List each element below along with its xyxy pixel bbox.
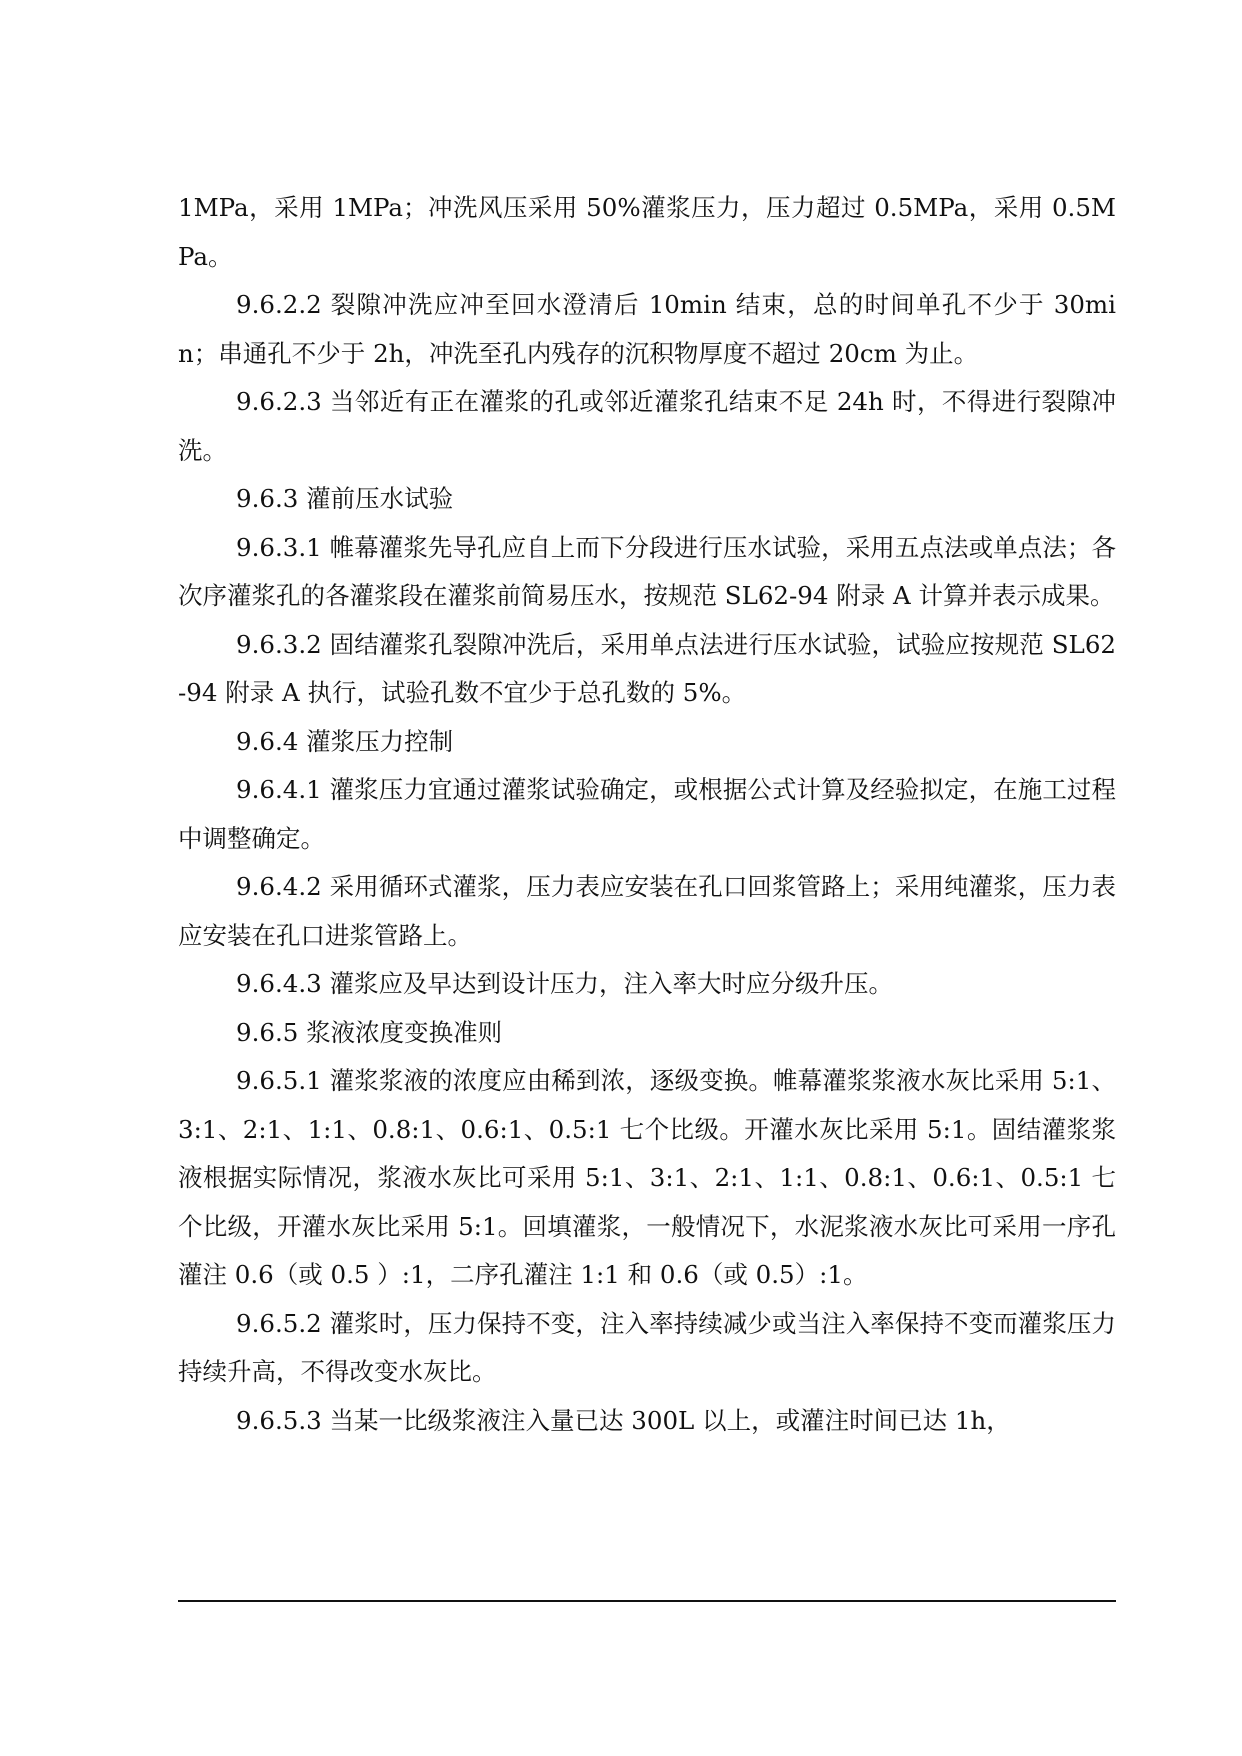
paragraph-9-6-4-3: 9.6.4.3 灌浆应及早达到设计压力，注入率大时应分级升压。	[236, 969, 893, 998]
paragraph-9-6-5-2: 9.6.5.2 灌浆时，压力保持不变，注入率持续减少或当注入率保持不变而灌浆压力持续升高，不得改变水灰比。	[178, 1308, 1116, 1386]
paragraph-9-6-4-1: 9.6.4.1 灌浆压力宜通过灌浆试验确定，或根据公式计算及经验拟定，在施工过程中调整确定。	[178, 775, 1116, 853]
paragraph-9-6-2-3: 9.6.2.3 当邻近有正在灌浆的孔或邻近灌浆孔结束不足 24h 时，不得进行裂隙冲洗。	[178, 387, 1116, 465]
paragraph-9-6-4-2: 9.6.4.2 采用循环式灌浆，压力表应安装在孔口回浆管路上；采用纯灌浆，压力表应安装在孔口进浆管路上。	[178, 872, 1116, 950]
footer-divider	[178, 1600, 1116, 1602]
section-heading-9-6-3: 9.6.3 灌前压水试验	[236, 484, 454, 513]
paragraph-continuation: 1MPa，采用 1MPa；冲洗风压采用 50%灌浆压力，压力超过 0.5MPa，采用 0.5MPa。	[178, 193, 1116, 271]
paragraph-9-6-3-1: 9.6.3.1 帷幕灌浆先导孔应自上而下分段进行压水试验，采用五点法或单点法；各次序灌浆孔的各灌浆段在灌浆前简易压水，按规范 SL62-94 附录 A 计算并表示成果。	[178, 532, 1116, 610]
section-heading-9-6-5: 9.6.5 浆液浓度变换准则	[236, 1017, 503, 1047]
paragraph-9-6-2-2: 9.6.2.2 裂隙冲洗应冲至回水澄清后 10min 结束，总的时间单孔不少于 30min；串通孔不少于 2h，冲洗至孔内残存的沉积物厚度不超过 20cm 为止。	[178, 290, 1116, 368]
section-heading-9-6-4: 9.6.4 灌浆压力控制	[236, 726, 454, 756]
paragraph-9-6-3-2: 9.6.3.2 固结灌浆孔裂隙冲洗后，采用单点法进行压水试验，试验应按规范 SL62-94 附录 A 执行，试验孔数不宜少于总孔数的 5%。	[178, 629, 1116, 707]
paragraph-9-6-5-1: 9.6.5.1 灌浆浆液的浓度应由稀到浓，逐级变换。帷幕灌浆浆液水灰比采用 5:1、3:1、2:1、1:1、0.8:1、0.6:1、0.5:1 七个比级。开灌水灰比采用 5:1。固结灌浆浆液根据实际情况，浆液水灰比可采用 5:1、3:1、2:1、1:1、0.8:1、0.6:1、0.5:1 七个比级，开灌水灰比采用 5:1。回填灌浆，一般情况下，水泥浆液水灰比可采用一序孔灌注 0.6（或 0.5 ）:1，二序孔灌注 1:1 和 0.6（或 0.5）:1。	[178, 1066, 1116, 1289]
document-body	[178, 184, 1116, 1445]
paragraph-9-6-5-3: 9.6.5.3 当某一比级浆液注入量已达 300L 以上，或灌注时间已达 1h，	[236, 1405, 1011, 1435]
